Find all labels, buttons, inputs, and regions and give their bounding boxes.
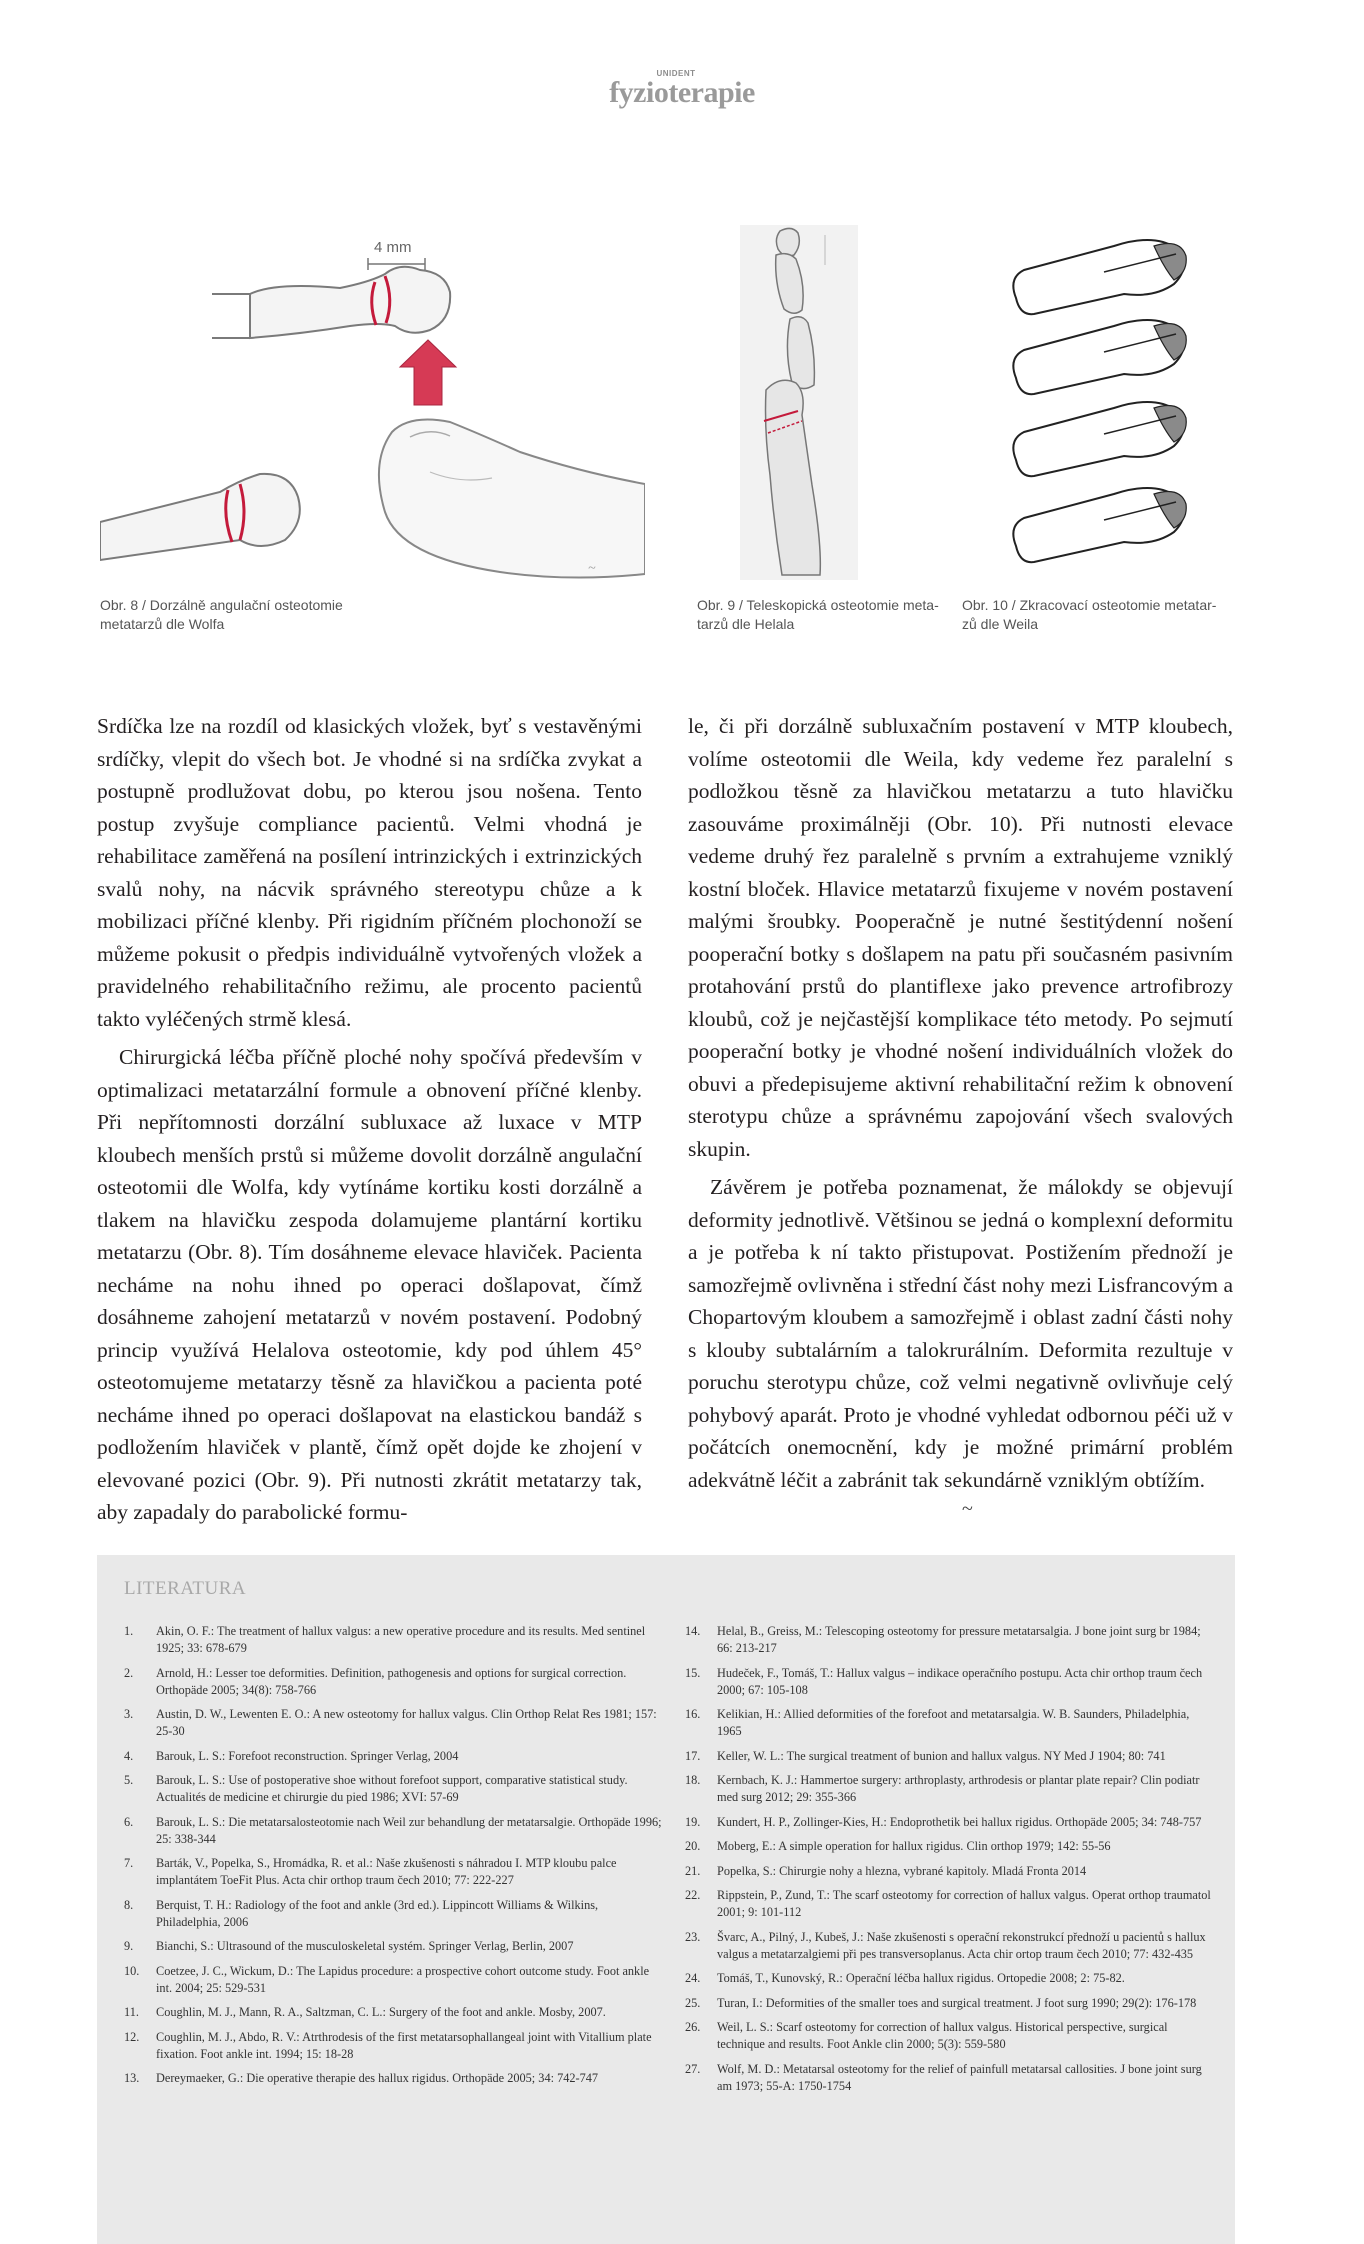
reference-item bbox=[124, 1855, 664, 1889]
reference-number: 5. bbox=[124, 1773, 134, 1787]
reference-text: Akin, O. F.: The treatment of hallux valgus: a new operative procedure and its results. Med sentinel 1925; 33: 678-679 bbox=[156, 1624, 646, 1655]
reference-text: Berquist, T. H.: Radiology of the foot and ankle (3rd ed.). Lippincott Williams & Wilkins, Philadelphia, 2006 bbox=[156, 1897, 599, 1929]
reference-text: Rippstein, P., Zund, T.: The scarf osteotomy for correction of hallux valgus. Operat orthop traumatol 2001; 9: 101-112 bbox=[717, 1888, 1211, 1919]
reference-number: 7. bbox=[124, 1856, 134, 1870]
reference-text: Coughlin, M. J., Abdo, R. V.: Atrthrodesis of the first metatarsophallangeal joint with Vitallium plate fixation. Foot ankle int. 1994; 15: 18-28 bbox=[156, 2029, 652, 2061]
reference-item bbox=[685, 1838, 1215, 1855]
reference-item bbox=[124, 1772, 664, 1806]
reference-item bbox=[685, 1706, 1215, 1740]
reference-item bbox=[685, 2061, 1215, 2095]
reference-number: 1. bbox=[124, 1624, 134, 1638]
reference-text: Dereymaeker, G.: Die operative therapie des hallux rigidus. Orthopäde 2005; 34: 742-747 bbox=[156, 2071, 599, 2085]
reference-item bbox=[685, 1665, 1215, 1699]
reference-number: 18. bbox=[685, 1773, 701, 1787]
fig8-dimension-label: 4 mm bbox=[374, 239, 412, 256]
figure-9-illustration bbox=[740, 225, 858, 580]
magazine-kicker: UNIDENT bbox=[656, 69, 696, 78]
reference-number: 10. bbox=[124, 1963, 140, 1978]
literature-title: LITERATURA bbox=[124, 1578, 247, 1599]
reference-text: Keller, W. L.: The surgical treatment of bunion and hallux valgus. NY Med J 1904; 80: 741 bbox=[717, 1748, 1166, 1763]
reference-item bbox=[685, 1863, 1215, 1880]
reference-number: 24. bbox=[685, 1971, 701, 1985]
reference-text: Wolf, M. D.: Metatarsal osteotomy for the relief of painfull metatarsal callosities. J bone joint surg am 1973; 55-A: 1750-1754 bbox=[717, 2061, 1202, 2093]
reference-number: 2. bbox=[124, 1665, 134, 1680]
figure-8-caption-line1: Obr. 8 / Dorzálně angulační osteotomie bbox=[100, 597, 343, 613]
paragraph: Chirurgická léčba příčně ploché nohy spočívá především v optimalizaci metatarzální formule a obnovení příčné klenby. Při nepřítomnosti dorzální subluxace až luxace v MTP kloubech menších prstů si můžeme dovolit dorzálně angulační osteotomii dle Wolfa, kdy vytínáme kortiku kosti dorzálně a tlakem na hlavičku zespoda dolamujeme plantární kortiku metatarzu (Obr. 8). Tím dosáhneme elevace hlaviček. Pacienta necháme na nohu ihned po operaci došlapovat, čímž dosáhneme zahojení metatarzů v novém postavení. Podobný princip využívá Helalova osteotomie, kdy pod úhlem 45° osteotomujeme metatarzy těsně za hlavičkou a pacienta poté necháme ihned po operaci došlapovat na elastickou bandáž s podložením hlaviček v plantě, čímž opět dojde ke zhojení v elevované pozici (Obr. 9). Při nutnosti zkrátit metatarzy tak, aby zapadaly do parabolické formu- bbox=[97, 1045, 642, 1524]
reference-number: 27. bbox=[685, 2061, 701, 2076]
paragraph: Srdíčka lze na rozdíl od klasických vložek, byť s vestavěnými srdíčky, vlepit do všech bot. Je vhodné si na srdíčka zvykat a postupně prodlužovat dobu, po kterou jsou nošena. Tento postup zvyšuje compliance pacientů. Velmi vhodná je rehabilitace zaměřená na posílení intrinzických i extrinzických svalů nohy, na nácvik správného stereotypu chůze a k mobilizaci příčné klenby. Při rigidním příčném plochonoží se můžeme pokusit o předpis individuálně vytvořených vložek a pravidelného rehabilitačního režimu, ale procento pacientů takto vyléčených strmě klesá. bbox=[97, 714, 642, 1031]
reference-number: 4. bbox=[124, 1748, 134, 1763]
reference-item bbox=[685, 1929, 1215, 1963]
reference-number: 19. bbox=[685, 1814, 701, 1829]
reference-text: Barouk, L. S.: Die metatarsalosteotomie nach Weil zur behandlung der metatarsalgie. Orthopäde 1996; 25: 338-344 bbox=[156, 1814, 662, 1846]
reference-number: 17. bbox=[685, 1748, 701, 1763]
reference-number: 16. bbox=[685, 1707, 701, 1721]
reference-text: Coetzee, J. C., Wickum, D.: The Lapidus procedure: a prospective cohort outcome study. Foot ankle int. 2004; 25: 529-531 bbox=[156, 1963, 650, 1995]
reference-text: Švarc, A., Pilný, J., Kubeš, J.: Naše zkušenosti s operační rekonstrukcí přednoží u pacientů s hallux valgus a metatarzalgiemi při pes transversoplanus. Acta chir ortop traum čech 2010; 77: 432-435 bbox=[717, 1929, 1206, 1961]
reference-text: Tomáš, T., Kunovský, R.: Operační léčba hallux rigidus. Ortopedie 2008; 2: 75-82. bbox=[717, 1971, 1125, 1985]
svg-text:~: ~ bbox=[588, 561, 596, 576]
figure-10-illustration bbox=[1004, 228, 1194, 578]
reference-item bbox=[685, 1748, 1215, 1765]
reference-item bbox=[124, 1814, 664, 1848]
paragraph: Závěrem je potřeba poznamenat, že málokdy se objevují deformity jednotlivě. Většinou se jedná o komplexní deformitu a je potřeba k ní takto přistupovat. Postižením přednoží je samozřejmě ovlivněna i střední část nohy mezi Lisfrancovým a Chopartovým kloubem a samozřejmě i oblast zadní části nohy s klouby subtalárním a talokrurálním. Deformita rezultuje v poruchu sterotypu chůze, což velmi negativně ovlivňuje celý pohybový aparát. Proto je vhodné vyhledat odbornou péči už v počátcích onemocnění, kdy je možné primární problém adekvátně léčit a zabránit tak sekundárně vzniklým obtížím. bbox=[688, 1175, 1233, 1492]
figure-8-caption bbox=[100, 596, 343, 634]
reference-number: 21. bbox=[685, 1863, 701, 1878]
reference-text: Hudeček, F., Tomáš, T.: Hallux valgus – indikace operačního postupu. Acta chir orthop traum čech 2000; 67: 105-108 bbox=[717, 1665, 1203, 1697]
reference-number: 20. bbox=[685, 1839, 701, 1853]
reference-number: 8. bbox=[124, 1897, 134, 1912]
reference-number: 15. bbox=[685, 1665, 701, 1680]
reference-item bbox=[685, 1970, 1215, 1987]
magazine-header bbox=[0, 70, 1364, 108]
reference-text: Barouk, L. S.: Use of postoperative shoe without forefoot support, comparative statistical study. Actualités de medicine et chirurgie du pied 1986; XVI: 57-69 bbox=[156, 1773, 628, 1804]
reference-number: 13. bbox=[124, 2071, 140, 2085]
reference-item bbox=[685, 1887, 1215, 1921]
reference-item bbox=[124, 2029, 664, 2063]
figure-10-caption-line1: Obr. 10 / Zkracovací osteotomie metatar- bbox=[962, 597, 1217, 613]
figure-10-caption-line2: zů dle Weila bbox=[962, 616, 1039, 632]
reference-text: Moberg, E.: A simple operation for hallux rigidus. Clin orthop 1979; 142: 55-56 bbox=[717, 1839, 1111, 1853]
reference-number: 9. bbox=[124, 1939, 134, 1953]
article-column-left bbox=[97, 710, 642, 1529]
reference-text: Austin, D. W., Lewenten E. O.: A new osteotomy for hallux valgus. Clin Orthop Relat Res 1981; 157: 25-30 bbox=[156, 1707, 657, 1738]
reference-text: Barták, V., Popelka, S., Hromádka, R. et al.: Naše zkušenosti s náhradou I. MTP kloubu palce implantátem ToeFit Plus. Acta chir orthop traum čech 2010; 77: 222-227 bbox=[156, 1856, 617, 1887]
reference-item bbox=[124, 1938, 664, 1955]
reference-text: Popelka, S.: Chirurgie nohy a hlezna, vybrané kapitoly. Mladá Fronta 2014 bbox=[717, 1863, 1087, 1878]
reference-text: Kelikian, H.: Allied deformities of the forefoot and metatarsalgia. W. B. Saunders, Philadelphia, 1965 bbox=[717, 1707, 1190, 1738]
figure-9-caption-line1: Obr. 9 / Teleskopická osteotomie meta- bbox=[697, 597, 939, 613]
reference-text: Bianchi, S.: Ultrasound of the musculoskeletal systém. Springer Verlag, Berlin, 2007 bbox=[156, 1939, 574, 1953]
magazine-logo: fyzioterapie bbox=[609, 76, 755, 109]
reference-number: 12. bbox=[124, 2029, 140, 2044]
reference-number: 14. bbox=[685, 1624, 701, 1638]
reference-text: Helal, B., Greiss, M.: Telescoping osteotomy for pressure metatarsalgia. J bone joint surg br 1984; 66: 213-217 bbox=[717, 1624, 1201, 1655]
reference-text: Turan, I.: Deformities of the smaller toes and surgical treatment. J foot surg 1990; 29(2): 176-178 bbox=[717, 1995, 1197, 2010]
reference-number: 22. bbox=[685, 1888, 701, 1902]
reference-text: Barouk, L. S.: Forefoot reconstruction. Springer Verlag, 2004 bbox=[156, 1748, 459, 1763]
reference-list-left bbox=[124, 1623, 664, 2095]
reference-item bbox=[124, 1897, 664, 1931]
reference-item bbox=[124, 1623, 664, 1657]
literature-box bbox=[97, 1555, 1235, 2244]
reference-item bbox=[124, 1748, 664, 1765]
reference-item bbox=[124, 1665, 664, 1699]
reference-number: 11. bbox=[124, 2005, 139, 2019]
reference-item bbox=[685, 1623, 1215, 1657]
reference-item bbox=[124, 2004, 664, 2021]
article-column-right bbox=[688, 710, 1233, 1496]
reference-text: Weil, L. S.: Scarf osteotomy for correction of hallux valgus. Historical perspective, surgical technique and results. Foot Ankle clin 2000; 5(3): 559-580 bbox=[717, 2020, 1168, 2051]
figure-8-illustration bbox=[100, 222, 645, 587]
reference-text: Kundert, H. P., Zollinger-Kies, H.: Endoprothetik bei hallux rigidus. Orthopäde 2005; 34: 748-757 bbox=[717, 1814, 1202, 1829]
reference-item bbox=[685, 2019, 1215, 2053]
paragraph: le, či při dorzálně subluxačním postavení v MTP kloubech, volíme osteotomii dle Weila, kdy vedeme řez paralelní s podložkou těsně za hlavičkou metatarzu a tuto hlavičku zasouváme proximálněji (Obr. 10). Při nutnosti elevace vedeme druhý řez paralelně s prvním a extrahujeme vzniklý kostní bloček. Hlavice metatarzů fixujeme v novém postavení malými šroubky. Pooperačně je nutné šestitýdenní nošení pooperační botky s došlapem na patu při současném pasivním protahování prstů do plantiflexe jako prevence artrofibrozy kloubů, což je nejčastější komplikace této metody. Po sejmutí pooperační botky je vhodné nošení individuálních vložek do obuvi a předepisujeme aktivní rehabilitační režim k obnovení sterotypu chůze a správnému zapojování všech svalových skupin. bbox=[688, 714, 1233, 1161]
reference-text: Kernbach, K. J.: Hammertoe surgery: arthroplasty, arthrodesis or plantar plate repair? Clin podiatr med surg 2012; 29: 355-366 bbox=[717, 1773, 1200, 1804]
reference-number: 25. bbox=[685, 1995, 701, 2010]
reference-item bbox=[685, 1995, 1215, 2012]
figure-9-caption-line2: tarzů dle Helala bbox=[697, 616, 795, 632]
reference-item bbox=[685, 1772, 1215, 1806]
reference-list-right bbox=[685, 1623, 1215, 2102]
figure-9-caption bbox=[697, 596, 939, 634]
figure-10-caption bbox=[962, 596, 1216, 634]
article-end-mark: ~ bbox=[962, 1498, 973, 1520]
reference-number: 26. bbox=[685, 2020, 701, 2034]
reference-number: 6. bbox=[124, 1814, 134, 1829]
reference-text: Arnold, H.: Lesser toe deformities. Definition, pathogenesis and options for surgical correction. Orthopäde 2005; 34(8): 758-766 bbox=[156, 1665, 627, 1697]
reference-number: 23. bbox=[685, 1929, 701, 1944]
reference-item bbox=[124, 2070, 664, 2087]
reference-item bbox=[124, 1963, 664, 1997]
reference-item bbox=[685, 1814, 1215, 1831]
reference-text: Coughlin, M. J., Mann, R. A., Saltzman, C. L.: Surgery of the foot and ankle. Mosby, 2007. bbox=[156, 2005, 606, 2019]
reference-number: 3. bbox=[124, 1707, 134, 1721]
reference-item bbox=[124, 1706, 664, 1740]
figure-8-caption-line2: metatarzů dle Wolfa bbox=[100, 616, 225, 632]
